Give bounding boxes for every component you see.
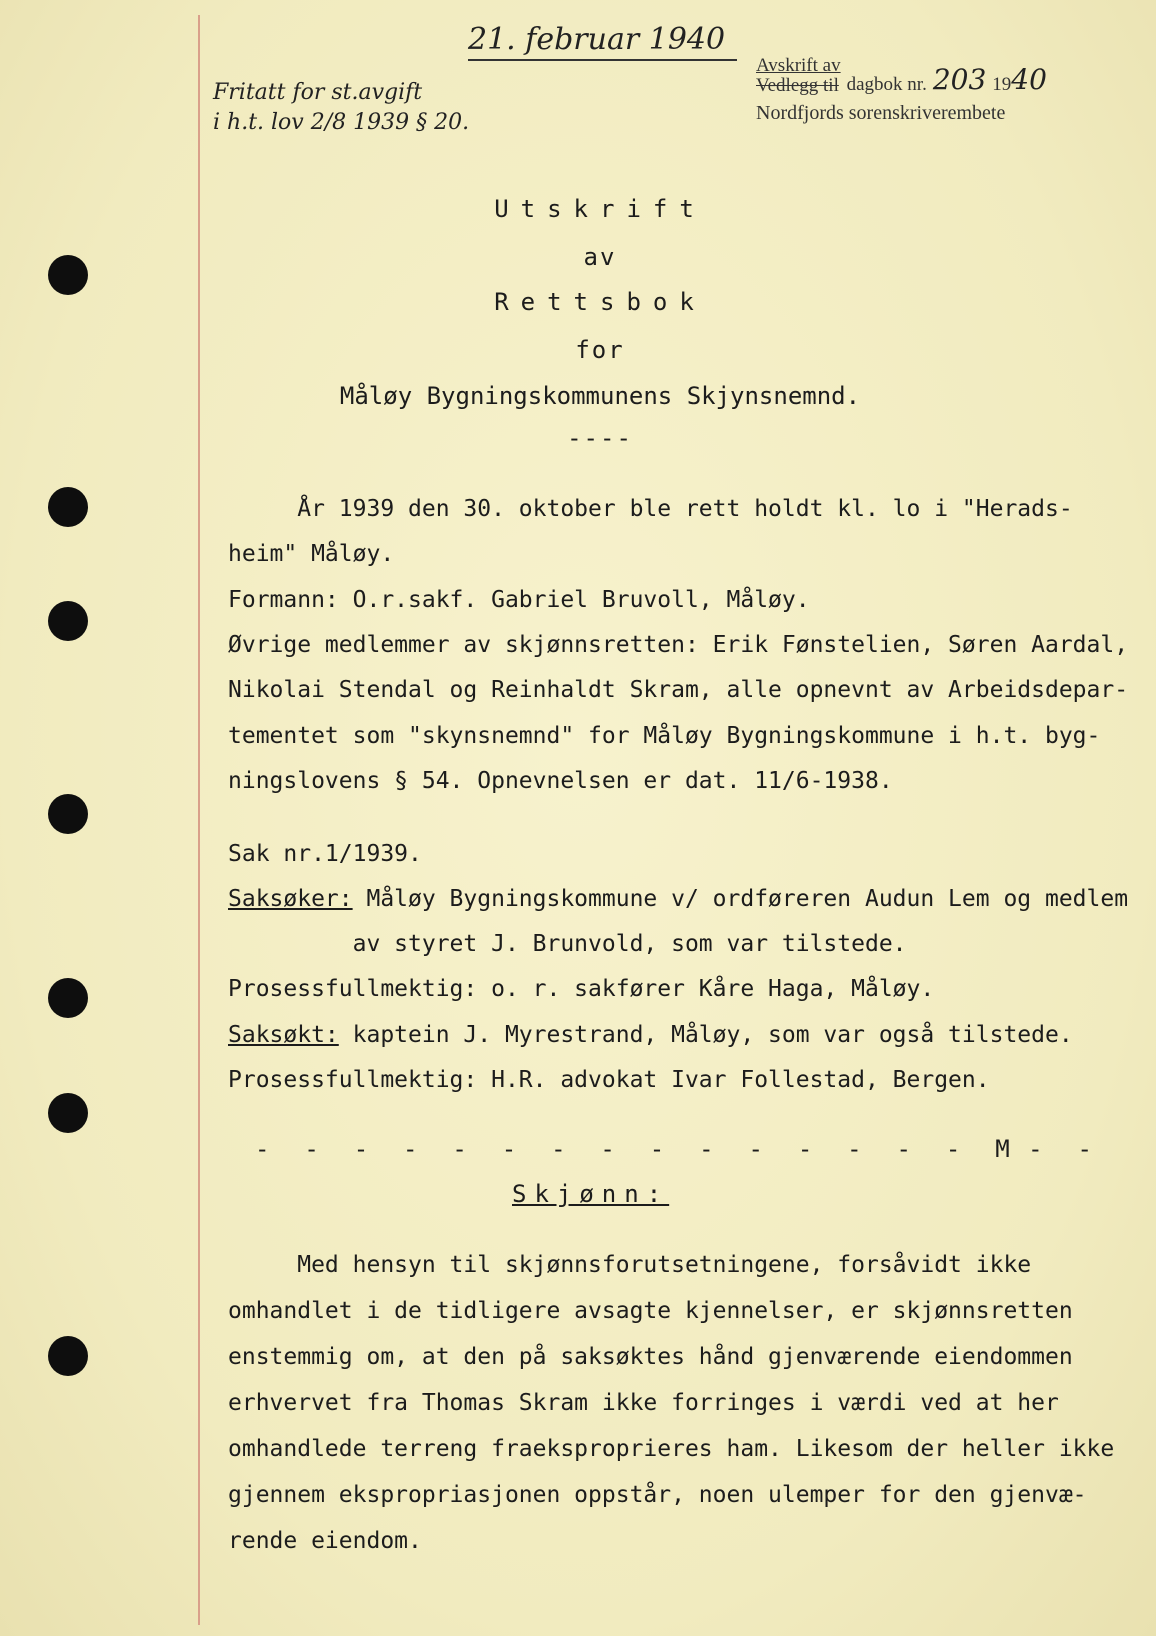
judgment-line: omhandlede terreng fraeksproprieres ham. Likesom der heller ikke (228, 1436, 1115, 1462)
defendant-label: Saksøkt: (228, 1022, 339, 1048)
title-separator: ---- (567, 424, 633, 452)
counsel-line: Prosessfullmektig: o. r. sakfører Kåre Haga, Måløy. (228, 976, 935, 1002)
body-line: heim" Måløy. (228, 541, 395, 567)
judgment-line: erhvervet fra Thomas Skram ikke forringes i værdi ved at her (228, 1390, 1059, 1416)
handwritten-tax-note (213, 78, 469, 138)
title-for: for (575, 336, 625, 364)
case-number: Sak nr.1/1939. (228, 841, 422, 867)
formann-line: Formann: O.r.sakf. Gabriel Bruvoll, Måløy. (228, 587, 810, 613)
punch-hole (48, 1093, 88, 1133)
punch-hole (48, 255, 88, 295)
defendant-text: kaptein J. Myrestrand, Måløy, som var også tilstede. (338, 1022, 1073, 1048)
stamp-vedlegg: Vedlegg til (756, 75, 839, 96)
plaintiff-line-2: av styret J. Brunvold, som var tilstede. (228, 931, 907, 957)
punch-hole (48, 794, 88, 834)
judgment-line: gjennem ekspropriasjonen oppstår, noen ulemper for den gjenvæ- (228, 1482, 1087, 1508)
defendant-line (228, 1013, 1128, 1058)
body-line: År 1939 den 30. oktober ble rett holdt kl. lo i "Herads- (228, 496, 1073, 522)
judgment-line: enstemmig om, at den på saksøktes hånd gjenværende eiendommen (228, 1344, 1073, 1370)
counsel-line: Prosessfullmektig: H.R. advokat Ivar Follestad, Bergen. (228, 1067, 990, 1093)
title-utskrift: Utskrift (494, 195, 706, 223)
stamp-year-prefix: 19 (992, 74, 1012, 95)
section-heading: Skjønn: (512, 1180, 670, 1208)
punch-hole (48, 1336, 88, 1376)
punch-hole (48, 601, 88, 641)
handwritten-date: 21. februar 1940 (468, 22, 737, 61)
judgment-line: Med hensyn til skjønnsforutsetningene, forsåvidt ikke (228, 1252, 1032, 1278)
plaintiff-label: Saksøker: (228, 886, 353, 912)
judgment-line: omhandlet i de tidligere avsagte kjennelser, er skjønnsretten (228, 1298, 1073, 1324)
tax-note-line-2: i h.t. lov 2/8 1939 § 20. (213, 110, 470, 135)
members-line: tementet som "skynsnemnd" for Måløy Bygningskommune i h.t. byg- (228, 723, 1101, 749)
punch-hole (48, 978, 88, 1018)
office-stamp (756, 56, 1047, 125)
title-rettsbok: Rettsbok (494, 288, 706, 316)
tax-note-line-1: Fritatt for st.avgift (213, 80, 423, 105)
margin-line (198, 15, 200, 1625)
members-line: Nikolai Stendal og Reinhaldt Skram, alle opnevnt av Arbeidsdepar- (228, 677, 1129, 703)
stamp-office: Nordfjords sorenskriverembete (756, 102, 1006, 124)
dash-separator: - - - - - - - - - - - - - - - M - - (255, 1135, 1094, 1163)
stamp-avskrift: Avskrift av (756, 55, 841, 76)
members-line: ningslovens § 54. Opnevnelsen er dat. 11/6-1938. (228, 768, 893, 794)
title-court-name: Måløy Bygningskommunens Skjynsnemnd. (339, 382, 861, 410)
title-av: av (583, 243, 617, 271)
members-line: Øvrige medlemmer av skjønnsretten: Erik Fønstelien, Søren Aardal, (228, 632, 1129, 658)
stamp-dagbok-number: 203 (932, 63, 987, 96)
stamp-year-suffix: 40 (1011, 63, 1047, 96)
plaintiff-text: Måløy Bygningskommune v/ ordføreren Audun Lem og medlem (352, 886, 1129, 912)
punch-hole (48, 487, 88, 527)
plaintiff-line (228, 877, 1128, 922)
stamp-dagbok-label: dagbok nr. (846, 74, 927, 95)
judgment-line: rende eiendom. (228, 1528, 422, 1554)
